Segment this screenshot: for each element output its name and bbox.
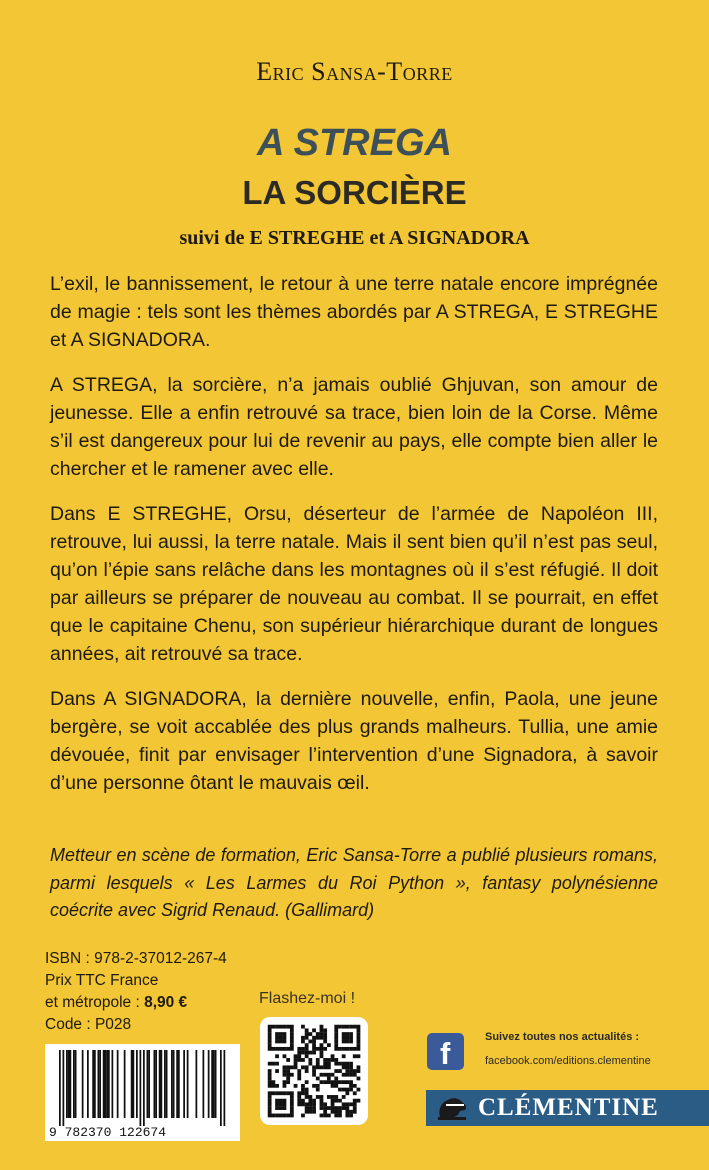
author-name: Eric Sansa-Torre [256, 57, 453, 86]
barcode-number: 9 782370 122674 [49, 1125, 167, 1140]
corsica-head-icon [434, 1095, 470, 1121]
summary-paragraph-2: A STREGA, la sorcière, n’a jamais oublié Ghjuvan, son amour de jeunesse. Elle a enfin retrouvé sa trace, bien loin de la Corse. Même s’il est dangereux pour lui de revenir au pays, elle compte bien aller le chercher et le ramener avec elle. [50, 374, 658, 480]
price-label: et métropole : [45, 994, 145, 1011]
price-value: 8,90 € [144, 994, 188, 1011]
publisher-banner [426, 1090, 709, 1126]
barcode [45, 1044, 240, 1141]
summary-paragraph-4: Dans A SIGNADORA, la dernière nouvelle, enfin, Paola, une jeune bergère, se voit accablée des plus grands malheurs. Tullia, une amie dévouée, finit par envisager l’intervention d’une Signadora, à savoir d’une personne ôtant le mauvais œil. [50, 688, 658, 794]
book-info [45, 948, 265, 1036]
qr-code[interactable] [260, 1017, 368, 1125]
price-line-1: Prix TTC France [45, 972, 159, 989]
facebook-icon[interactable]: f [427, 1033, 464, 1070]
price-line-2 [45, 992, 265, 1014]
qr-code-modules [260, 1017, 368, 1125]
isbn: ISBN : 978-2-37012-267-4 [45, 950, 227, 967]
summary [50, 270, 658, 814]
product-code: Code : P028 [45, 1016, 132, 1033]
book-title: A STREGA [257, 122, 452, 164]
facebook-link[interactable]: facebook.com/editions.clementine [485, 1055, 651, 1067]
summary-paragraph-1: L’exil, le bannissement, le retour à une terre natale encore imprégnée de magie : tels sont les thèmes abordés par A STREGA, E STREGHE et A SIGNADORA. [50, 273, 658, 351]
barcode-bars [45, 1044, 240, 1141]
follow-text: Suivez toutes nos actualités : [485, 1031, 640, 1043]
qr-label: Flashez-moi ! [259, 990, 356, 1007]
publisher-name: CLÉMENTINE [478, 1094, 659, 1121]
summary-paragraph-3: Dans E STREGHE, Orsu, déserteur de l’armée de Napoléon III, retrouve, lui aussi, la terre natale. Mais il sent bien qu’il n’est pas seul, qu’on l’épie sans relâche dans les montagnes où il s’est réfugié. Il doit par ailleurs se préparer de nouveau au combat. Il se pourrait, en effet que le capitaine Chenu, son supérieur hiérarchique durant de longues années, ait retrouvé sa trace. [50, 503, 658, 665]
book-subtitle: LA SORCIÈRE [242, 174, 467, 211]
book-suivi: suivi de E STREGHE et A SIGNADORA [179, 227, 530, 249]
author-bio: Metteur en scène de formation, Eric Sansa-Torre a publié plusieurs romans, parmi lesquels « Les Larmes du Roi Python », fantasy polynésienne coécrite avec Sigrid Renaud. (Gallimard) [50, 845, 658, 920]
